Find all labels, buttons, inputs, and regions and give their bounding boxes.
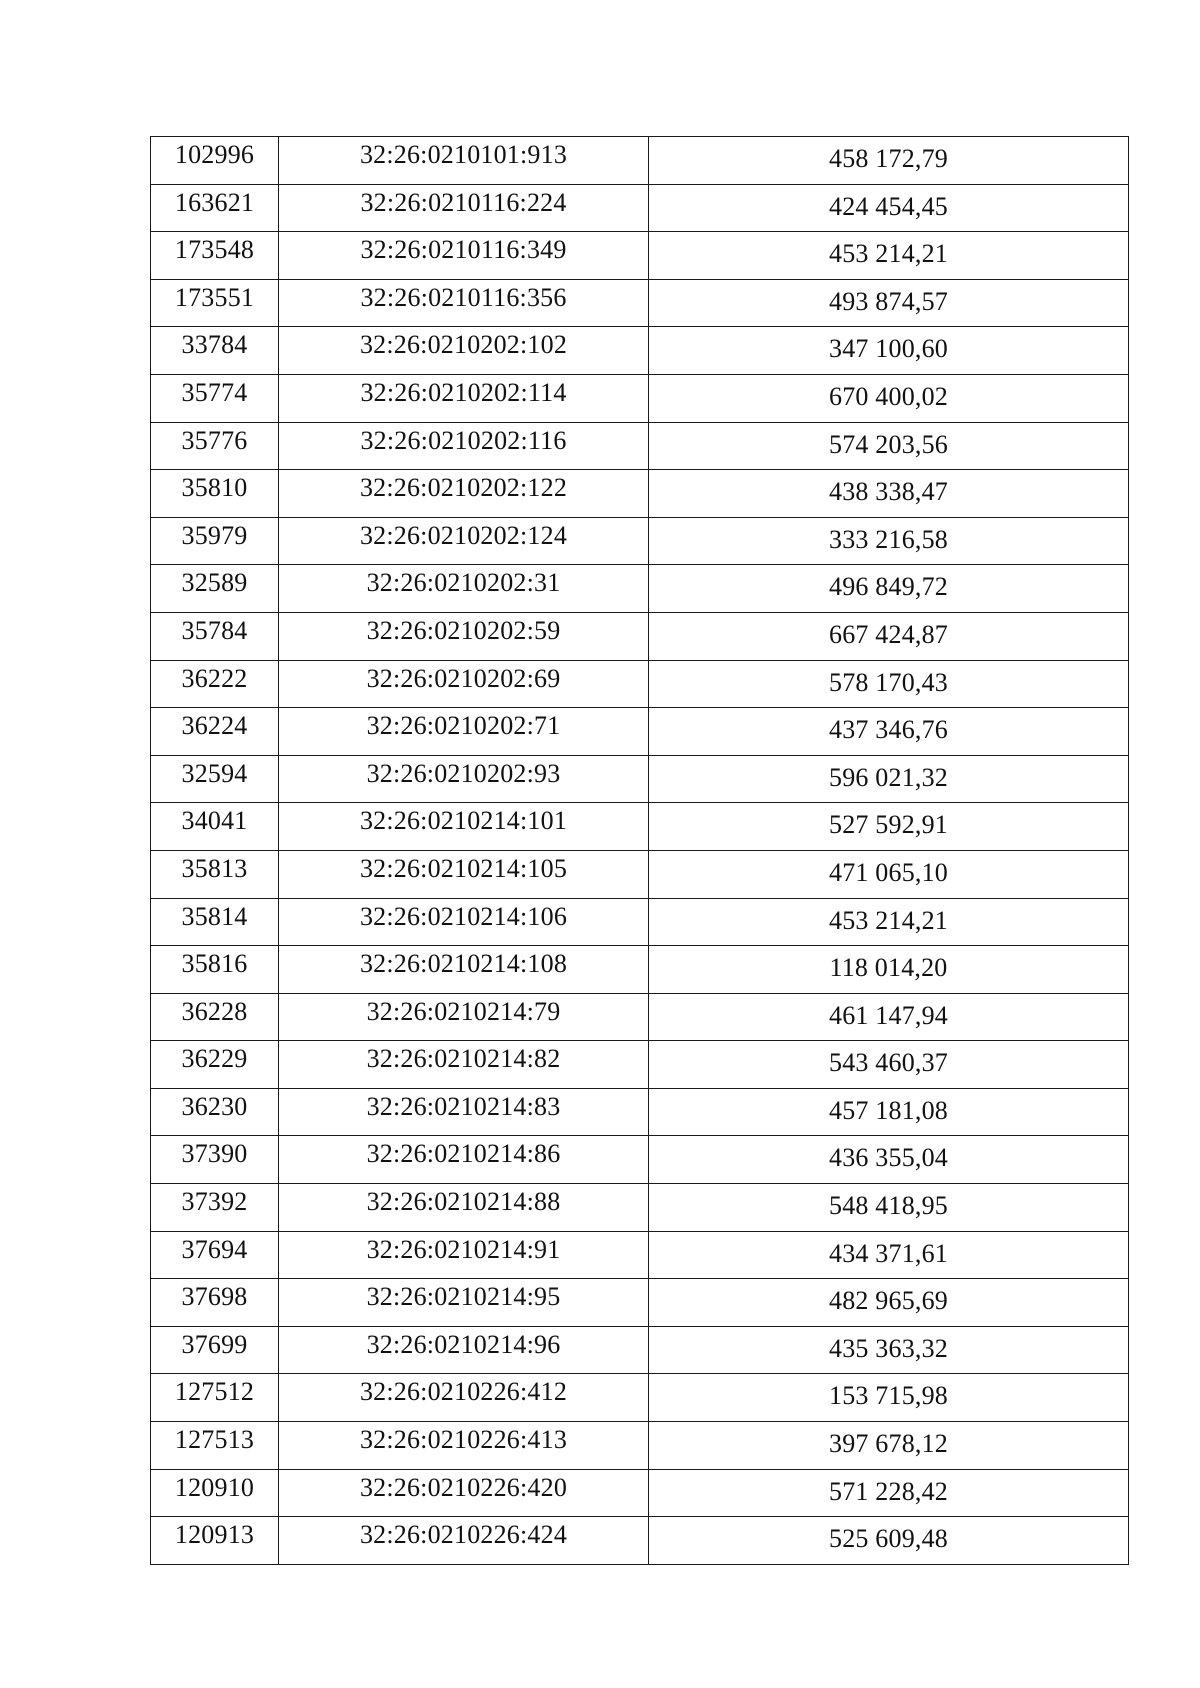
cadastral-number-cell xyxy=(279,184,649,232)
value-amount: 458 172,79 xyxy=(829,144,948,173)
value-amount: 436 355,04 xyxy=(829,1143,948,1173)
cadastral-number: 32:26:0210214:83 xyxy=(366,1091,561,1121)
row-id-cell xyxy=(151,1231,279,1279)
row-id: 173548 xyxy=(174,235,255,265)
row-id-cell xyxy=(151,612,279,660)
row-id-cell xyxy=(151,1184,279,1232)
row-id-cell xyxy=(151,422,279,470)
table-row xyxy=(151,850,1129,898)
value-amount: 471 065,10 xyxy=(829,857,948,887)
cadastral-number: 32:26:0210214:96 xyxy=(366,1329,561,1359)
value-amount: 482 965,69 xyxy=(829,1286,948,1316)
cadastral-number: 32:26:0210116:224 xyxy=(360,187,567,217)
cadastral-number: 32:26:0210214:82 xyxy=(366,1044,561,1074)
value-cell xyxy=(649,612,1129,660)
row-id-cell xyxy=(151,1374,279,1422)
cadastral-number: 32:26:0210226:420 xyxy=(359,1472,568,1502)
cadastral-number: 32:26:0210214:91 xyxy=(366,1234,561,1264)
table-row xyxy=(151,1326,1129,1374)
cadastral-number: 32:26:0210214:79 xyxy=(366,996,561,1026)
row-id-cell xyxy=(151,993,279,1041)
value-cell xyxy=(649,565,1129,613)
cadastral-number-cell xyxy=(279,1326,649,1374)
table-row xyxy=(151,374,1129,422)
row-id-cell xyxy=(151,1279,279,1327)
row-id-cell xyxy=(151,898,279,946)
cadastral-number-cell xyxy=(279,470,649,518)
cadastral-number: 32:26:0210202:69 xyxy=(366,663,561,693)
row-id-cell xyxy=(151,232,279,280)
value-cell xyxy=(649,517,1129,565)
value-cell xyxy=(649,232,1129,280)
row-id: 36229 xyxy=(181,1044,248,1074)
table-row xyxy=(151,1088,1129,1136)
cadastral-value-table xyxy=(150,136,1129,1565)
value-amount: 496 849,72 xyxy=(829,572,948,602)
value-cell xyxy=(649,708,1129,756)
cadastral-number: 32:26:0210202:71 xyxy=(366,711,561,741)
cadastral-number: 32:26:0210202:31 xyxy=(366,568,561,598)
table-row xyxy=(151,1231,1129,1279)
value-amount: 397 678,12 xyxy=(829,1429,948,1459)
table-row xyxy=(151,1184,1129,1232)
value-amount: 527 592,91 xyxy=(829,810,948,840)
value-amount: 434 371,61 xyxy=(829,1238,948,1268)
value-cell xyxy=(649,470,1129,518)
row-id: 120910 xyxy=(174,1472,255,1502)
table-row xyxy=(151,1422,1129,1470)
table-row xyxy=(151,1136,1129,1184)
table-row xyxy=(151,422,1129,470)
value-amount: 493 874,57 xyxy=(829,286,948,316)
table-row xyxy=(151,898,1129,946)
cadastral-number: 32:26:0210214:106 xyxy=(359,901,568,931)
table-row xyxy=(151,517,1129,565)
value-amount: 596 021,32 xyxy=(829,762,948,792)
cadastral-number-cell xyxy=(279,137,649,185)
value-cell xyxy=(649,422,1129,470)
cadastral-number: 32:26:0210202:102 xyxy=(359,330,568,360)
cadastral-number-cell xyxy=(279,612,649,660)
row-id: 35810 xyxy=(181,473,248,503)
value-amount: 457 181,08 xyxy=(829,1095,948,1125)
table-row xyxy=(151,1374,1129,1422)
row-id-cell xyxy=(151,708,279,756)
table-row xyxy=(151,803,1129,851)
cadastral-number: 32:26:0210202:122 xyxy=(359,473,568,503)
value-amount: 435 363,32 xyxy=(829,1333,948,1363)
cadastral-number: 32:26:0210202:114 xyxy=(360,377,567,407)
value-cell xyxy=(649,327,1129,375)
row-id-cell xyxy=(151,374,279,422)
cadastral-number: 32:26:0210226:412 xyxy=(359,1377,568,1407)
table-row xyxy=(151,327,1129,375)
row-id: 34041 xyxy=(181,806,248,836)
value-amount: 437 346,76 xyxy=(829,715,948,745)
value-cell xyxy=(649,137,1129,185)
value-cell xyxy=(649,1517,1129,1565)
value-cell xyxy=(649,1136,1129,1184)
cadastral-number-cell xyxy=(279,1374,649,1422)
table-row xyxy=(151,1469,1129,1517)
cadastral-number: 32:26:0210202:116 xyxy=(360,425,567,455)
value-cell xyxy=(649,1231,1129,1279)
row-id: 35774 xyxy=(181,377,248,407)
row-id: 163621 xyxy=(174,187,255,217)
value-amount: 438 338,47 xyxy=(829,477,948,507)
row-id-cell xyxy=(151,946,279,994)
cadastral-number: 32:26:0210101:913 xyxy=(359,140,568,169)
cadastral-number-cell xyxy=(279,708,649,756)
row-id: 102996 xyxy=(174,140,255,169)
table-row xyxy=(151,184,1129,232)
row-id-cell xyxy=(151,1326,279,1374)
value-cell xyxy=(649,993,1129,1041)
value-amount: 548 418,95 xyxy=(829,1191,948,1221)
row-id: 32589 xyxy=(181,568,248,598)
cadastral-number: 32:26:0210116:349 xyxy=(360,235,567,265)
cadastral-number-cell xyxy=(279,993,649,1041)
row-id-cell xyxy=(151,850,279,898)
cadastral-number-cell xyxy=(279,1517,649,1565)
value-cell xyxy=(649,1374,1129,1422)
row-id: 35979 xyxy=(181,520,248,550)
row-id: 37392 xyxy=(181,1187,248,1217)
table-row xyxy=(151,1517,1129,1565)
row-id: 127512 xyxy=(174,1377,255,1407)
value-cell xyxy=(649,898,1129,946)
value-amount: 574 203,56 xyxy=(829,429,948,459)
row-id-cell xyxy=(151,470,279,518)
row-id-cell xyxy=(151,1088,279,1136)
cadastral-number: 32:26:0210202:59 xyxy=(366,615,561,645)
row-id: 127513 xyxy=(174,1425,255,1455)
value-amount: 453 214,21 xyxy=(829,239,948,269)
row-id-cell xyxy=(151,517,279,565)
row-id: 36224 xyxy=(181,711,248,741)
table-body xyxy=(151,137,1129,1565)
cadastral-number: 32:26:0210214:108 xyxy=(359,949,568,979)
row-id: 36230 xyxy=(181,1091,248,1121)
cadastral-number: 32:26:0210202:124 xyxy=(359,520,568,550)
cadastral-number-cell xyxy=(279,1041,649,1089)
table-row xyxy=(151,470,1129,518)
row-id: 37390 xyxy=(181,1139,248,1169)
row-id-cell xyxy=(151,184,279,232)
value-amount: 453 214,21 xyxy=(829,905,948,935)
value-cell xyxy=(649,1279,1129,1327)
value-cell xyxy=(649,1469,1129,1517)
table-row xyxy=(151,1279,1129,1327)
value-amount: 525 609,48 xyxy=(829,1524,948,1554)
table-row xyxy=(151,755,1129,803)
table-row xyxy=(151,137,1129,185)
cadastral-number: 32:26:0210226:413 xyxy=(359,1425,568,1455)
value-cell xyxy=(649,803,1129,851)
value-cell xyxy=(649,1326,1129,1374)
cadastral-number-cell xyxy=(279,565,649,613)
value-cell xyxy=(649,850,1129,898)
row-id: 33784 xyxy=(181,330,248,360)
value-cell xyxy=(649,184,1129,232)
cadastral-number: 32:26:0210214:86 xyxy=(366,1139,561,1169)
value-amount: 118 014,20 xyxy=(829,953,948,983)
row-id: 35814 xyxy=(181,901,248,931)
value-cell xyxy=(649,660,1129,708)
table-row xyxy=(151,708,1129,756)
row-id-cell xyxy=(151,803,279,851)
value-cell xyxy=(649,1088,1129,1136)
cadastral-number-cell xyxy=(279,803,649,851)
cadastral-number-cell xyxy=(279,1469,649,1517)
row-id: 37698 xyxy=(181,1282,248,1312)
table-row xyxy=(151,279,1129,327)
cadastral-number-cell xyxy=(279,374,649,422)
row-id-cell xyxy=(151,1469,279,1517)
cadastral-number-cell xyxy=(279,755,649,803)
cadastral-number: 32:26:0210226:424 xyxy=(359,1520,568,1550)
cadastral-number: 32:26:0210214:105 xyxy=(359,853,568,883)
row-id-cell xyxy=(151,660,279,708)
cadastral-number-cell xyxy=(279,1422,649,1470)
cadastral-number-cell xyxy=(279,660,649,708)
cadastral-number-cell xyxy=(279,422,649,470)
value-amount: 578 170,43 xyxy=(829,667,948,697)
row-id-cell xyxy=(151,1517,279,1565)
value-amount: 670 400,02 xyxy=(829,381,948,411)
value-amount: 347 100,60 xyxy=(829,334,948,364)
cadastral-number-cell xyxy=(279,279,649,327)
value-amount: 543 460,37 xyxy=(829,1048,948,1078)
cadastral-number: 32:26:0210214:95 xyxy=(366,1282,561,1312)
value-amount: 461 147,94 xyxy=(829,1000,948,1030)
row-id: 35816 xyxy=(181,949,248,979)
row-id-cell xyxy=(151,755,279,803)
row-id: 36222 xyxy=(181,663,248,693)
row-id-cell xyxy=(151,1136,279,1184)
row-id: 37694 xyxy=(181,1234,248,1264)
table-row xyxy=(151,660,1129,708)
table-row xyxy=(151,1041,1129,1089)
cadastral-number-cell xyxy=(279,1279,649,1327)
row-id: 35776 xyxy=(181,425,248,455)
row-id-cell xyxy=(151,137,279,185)
value-amount: 333 216,58 xyxy=(829,524,948,554)
value-amount: 153 715,98 xyxy=(829,1381,948,1411)
cadastral-number-cell xyxy=(279,898,649,946)
value-cell xyxy=(649,1184,1129,1232)
row-id: 36228 xyxy=(181,996,248,1026)
cadastral-number-cell xyxy=(279,850,649,898)
cadastral-number-cell xyxy=(279,1088,649,1136)
cadastral-number-cell xyxy=(279,1184,649,1232)
cadastral-number: 32:26:0210202:93 xyxy=(366,758,561,788)
row-id: 37699 xyxy=(181,1329,248,1359)
cadastral-number: 32:26:0210214:88 xyxy=(366,1187,561,1217)
row-id: 173551 xyxy=(174,282,255,312)
row-id-cell xyxy=(151,565,279,613)
cadastral-number-cell xyxy=(279,1136,649,1184)
row-id-cell xyxy=(151,1422,279,1470)
value-cell xyxy=(649,755,1129,803)
table-row xyxy=(151,565,1129,613)
value-cell xyxy=(649,946,1129,994)
row-id-cell xyxy=(151,1041,279,1089)
value-cell xyxy=(649,1422,1129,1470)
row-id-cell xyxy=(151,327,279,375)
row-id: 32594 xyxy=(181,758,248,788)
value-amount: 667 424,87 xyxy=(829,619,948,649)
table-row xyxy=(151,612,1129,660)
cadastral-number-cell xyxy=(279,1231,649,1279)
table-row xyxy=(151,232,1129,280)
row-id-cell xyxy=(151,279,279,327)
cadastral-number: 32:26:0210116:356 xyxy=(360,282,567,312)
row-id: 120913 xyxy=(174,1520,255,1550)
cadastral-number-cell xyxy=(279,232,649,280)
cadastral-number-cell xyxy=(279,946,649,994)
value-cell xyxy=(649,279,1129,327)
table-row xyxy=(151,993,1129,1041)
value-cell xyxy=(649,1041,1129,1089)
row-id: 35784 xyxy=(181,615,248,645)
cadastral-number-cell xyxy=(279,327,649,375)
cadastral-number: 32:26:0210214:101 xyxy=(359,806,568,836)
table-row xyxy=(151,946,1129,994)
value-amount: 571 228,42 xyxy=(829,1476,948,1506)
value-cell xyxy=(649,374,1129,422)
cadastral-number-cell xyxy=(279,517,649,565)
value-amount: 424 454,45 xyxy=(829,191,948,221)
row-id: 35813 xyxy=(181,853,248,883)
